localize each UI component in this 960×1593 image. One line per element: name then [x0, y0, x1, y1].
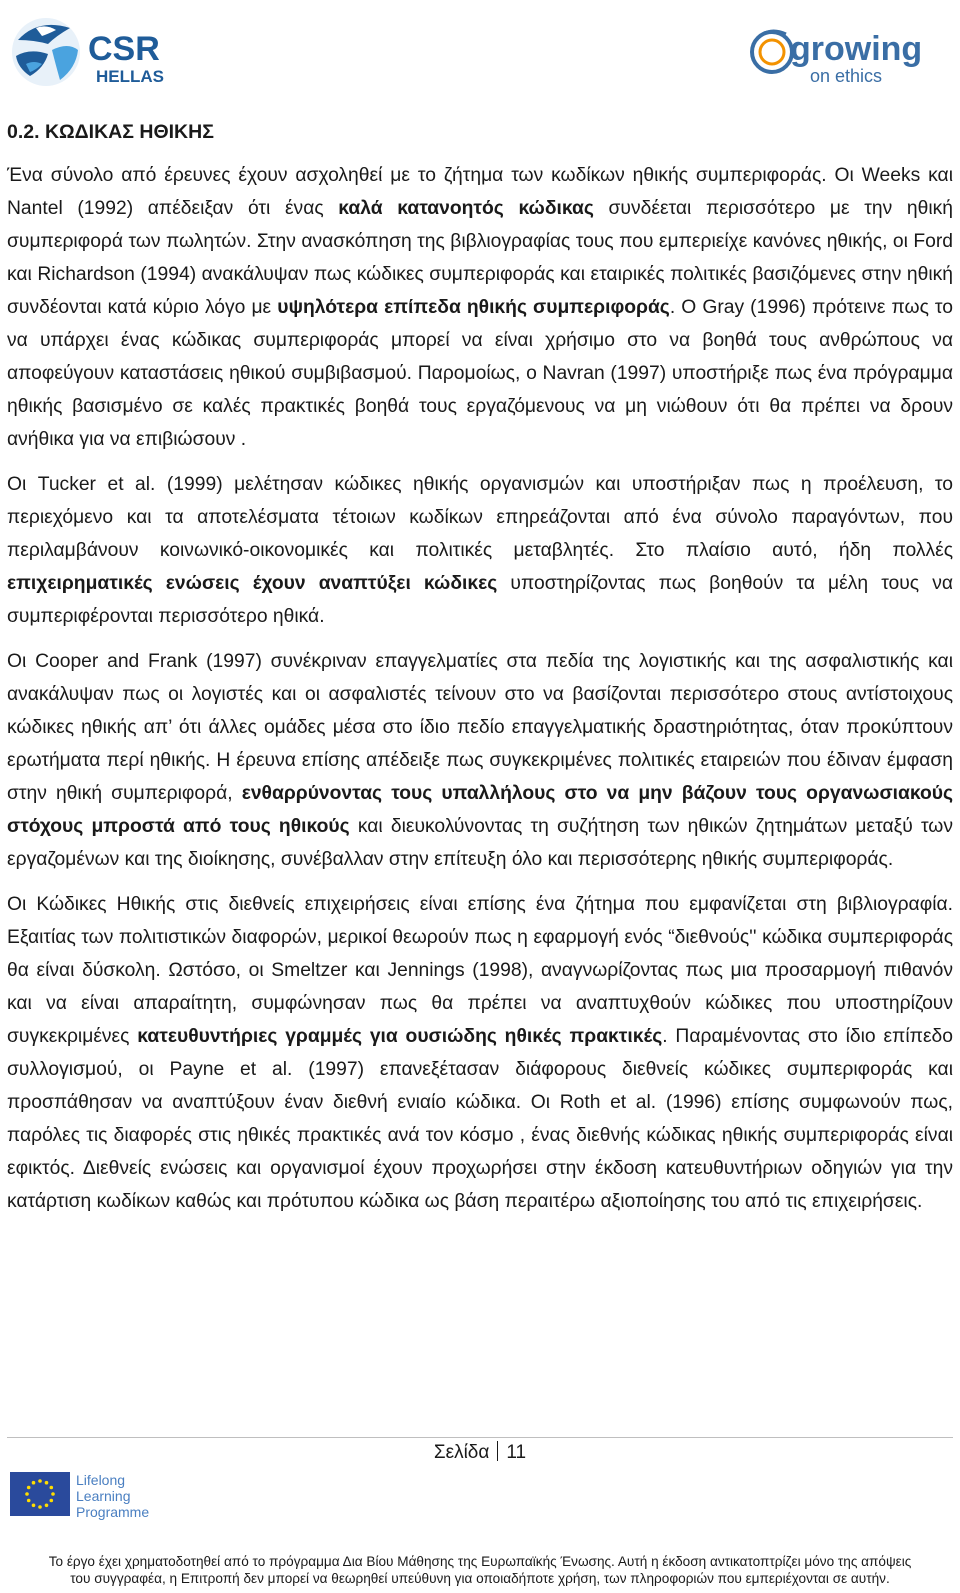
disclaimer-line-1: Το έργο έχει χρηματοδοτηθεί από το πρόγραμμα Δια Βίου Μάθησης της Ευρωπαϊκής Ένωσης. Αυτή η έκδοση αντικατοπτρίζει μόνο της απόψεις [48, 1554, 912, 1569]
page-number [0, 1440, 960, 1466]
text-segment: Οι Cooper and Frank (1997) συνέκριναν επαγγελματίες στα πεδία της λογιστικής και της ασφαλιστικής και ανακάλυψαν πως οι λογιστές και οι ασφαλιστές τείνουν στο να βασίζονται περισσότερο στους αντίστοιχους κώδικες ηθικής απ’ ότι άλλες ομάδες μέσα στο ίδιο πεδίο επαγγελματικής δραστηριότητας, όταν προκύπτουν ερωτήματα περί ηθικής. Η έρευνα επίσης απέδειξε πως συγκεκριμένες πολιτικές εταιρειών που έδιναν έμφαση στην ηθική συμπεριφορά, [7, 651, 953, 804]
llp-line-3: Programme [76, 1504, 150, 1520]
growing-on-ethics-logo [748, 20, 948, 90]
paragraph-list [7, 159, 953, 1218]
eu-star-icon [25, 1492, 29, 1496]
section-heading: 0.2. ΚΩΔΙΚΑΣ ΗΘΙΚΗΣ [7, 121, 214, 143]
text-segment: συνδέεται περισσότερο με την ηθική συμπεριφορά των πωλητών. Στην ανασκόπηση της βιβλιογραφίας τους που εμπεριείχε κανόνες ηθικής, οι Ford και Richardson (1994) ανακάλυψαν πως κώδικες συμπεριφοράς και εταιρικές πολιτικές βασιζόμενες στην ηθική συνδέονται κατά κύριο λόγο με [7, 198, 953, 318]
paragraph [7, 645, 953, 876]
text-segment: Οι Tucker et al. (1999) μελέτησαν κώδικες ηθικής οργανισμών και υποστήριξαν πως η προέλευση, το περιεχόμενο και τα αποτελέσματα τέτοιων κωδίκων επηρεάζονται από ένα σύνολο παραγόντων, που περιλαμβάνουν κοινωνικό-οικονομικές και πολιτικές μεταβλητές. Στο πλαίσιο αυτό, ήδη πολλές [7, 474, 953, 561]
growing-logo-text: growing [790, 30, 923, 68]
text-segment: . Παραμένοντας στο ίδιο επίπεδο συλλογισμού, οι Payne et al. (1997) επανεξέτασαν διάφορους διεθνείς κώδικες συμπεριφοράς και προσπάθησαν να αναπτύξουν έναν διεθνή ενιαίο κώδικα. Οι Roth et al. (1996) επίσης συμφωνούν πως, παρόλες τις διαφορές στις ηθικές πρακτικές ανά τον κόσμο , ένας διεθνής κώδικας ηθικής συμπεριφοράς είναι εφικτός. Διεθνείς ενώσεις και οργανισμοί έχουν προχωρήσει στην έκδοση κατευθυντήριων οδηγιών για την κατάρτιση κωδίκων καθώς και πρότυπου κώδικα ως βάση περαιτέρω αξιοποίησης του από τις επιχειρήσεις. [7, 1026, 953, 1212]
text-segment: υποστηρίζοντας πως βοηθούν τα μέλη τους να συμπεριφέρονται περισσότερο ηθικά. [7, 573, 953, 627]
page-number-value: 11 [506, 1442, 527, 1463]
eu-star-icon [32, 1504, 36, 1508]
globe-icon [12, 18, 80, 86]
bold-text: επιχειρηματικές ενώσεις έχουν αναπτύξει κώδικες [7, 573, 498, 594]
disclaimer-line-2: του συγγραφέα, η Επιτροπή δεν μπορεί να θεωρηθεί υπεύθυνη για οποιαδήποτε χρήση, των πληροφοριών που εμπεριέχονται σε αυτήν. [70, 1571, 890, 1586]
eu-flag-icon [10, 1472, 70, 1516]
paragraph [7, 888, 953, 1218]
eu-star-icon [51, 1492, 55, 1496]
eu-star-icon [27, 1499, 31, 1503]
eu-star-icon [50, 1499, 54, 1503]
lifelong-learning-programme-logo [8, 1470, 188, 1522]
eu-star-icon [45, 1504, 49, 1508]
text-segment: και διευκολύνοντας τη συζήτηση των ηθικών ζητημάτων μεταξύ των εργαζομένων και της διοίκησης, συνέβαλλαν στην επίτευξη όλο και περισσότερης ηθικής συμπεριφοράς. [7, 816, 954, 870]
paragraph [7, 468, 953, 633]
csr-logo-text: CSR [88, 30, 160, 68]
text-segment: . Ο Gray (1996) πρότεινε πως το να υπάρχει ένας κώδικας συμπεριφοράς μπορεί να είναι χρήσιμο στο να βοηθά τους ανθρώπους να αποφεύγουν καταστάσεις ηθικού συμβιβασμού. Παρομοίως, ο Navran (1997) υποστήριξε πως ένα πρόγραμμα ηθικής βασισμένο σε καλές πρακτικές βοηθά τους εργαζόμενους να μη νιώθουν ότι θα πρέπει να δρουν ανήθικα για να επιβιώσουν . [7, 297, 953, 450]
bold-text: ενθαρρύνοντας τους υπαλλήλους στο να μην βάζουν τους οργανωσιακούς στόχους μπροστά από τους ηθικούς [7, 783, 953, 837]
text-segment: Ένα σύνολο από έρευνες έχουν ασχοληθεί με το ζήτημα των κωδίκων ηθικής συμπεριφοράς. Οι Weeks και Nantel (1992) απέδειξαν ότι ένας [7, 165, 953, 219]
paragraph [7, 159, 953, 456]
eu-star-icon [38, 1479, 42, 1483]
page-separator [497, 1441, 498, 1461]
llp-line-1: Lifelong [76, 1472, 126, 1488]
eu-star-icon [45, 1481, 49, 1485]
eu-star-icon [50, 1486, 54, 1490]
eu-star-icon [32, 1481, 36, 1485]
eu-star-icon [27, 1486, 31, 1490]
bold-text: καλά κατανοητός κώδικας [338, 198, 594, 219]
swirl-icon [752, 31, 792, 72]
bold-text: υψηλότερα επίπεδα ηθικής συμπεριφοράς [277, 297, 670, 318]
text-segment: Οι Κώδικες Ηθικής στις διεθνείς επιχειρήσεις είναι επίσης ένα ζήτημα που εμφανίζεται στη βιβλιογραφία. Εξαιτίας των πολιτιστικών διαφορών, μερικοί θεωρούν πως η εφαρμογή ενός “διεθνούς'' κώδικα συμπεριφοράς θα είναι δύσκολη. Ωστόσο, οι Smeltzer και Jennings (1998), αναγνωρίζοντας πως μια προσαρμογή πιθανόν και να είναι απαραίτητη, συμφώνησαν πως θα πρέπει να αναπτυχθούν κώδικες που υποστηρίζουν συγκεκριμένες [7, 894, 953, 1047]
llp-line-2: Learning [76, 1488, 131, 1504]
page-label: Σελίδα [433, 1442, 490, 1463]
document-body [7, 118, 953, 1230]
footer-divider [7, 1437, 953, 1438]
growing-logo-sub: on ethics [810, 66, 883, 86]
eu-star-icon [38, 1505, 42, 1509]
funding-disclaimer [0, 1553, 960, 1587]
csr-logo-sub: HELLAS [96, 67, 164, 86]
csr-hellas-logo [8, 10, 178, 90]
bold-text: κατευθυντήριες γραμμές για ουσιώδης ηθικές πρακτικές [137, 1026, 663, 1047]
